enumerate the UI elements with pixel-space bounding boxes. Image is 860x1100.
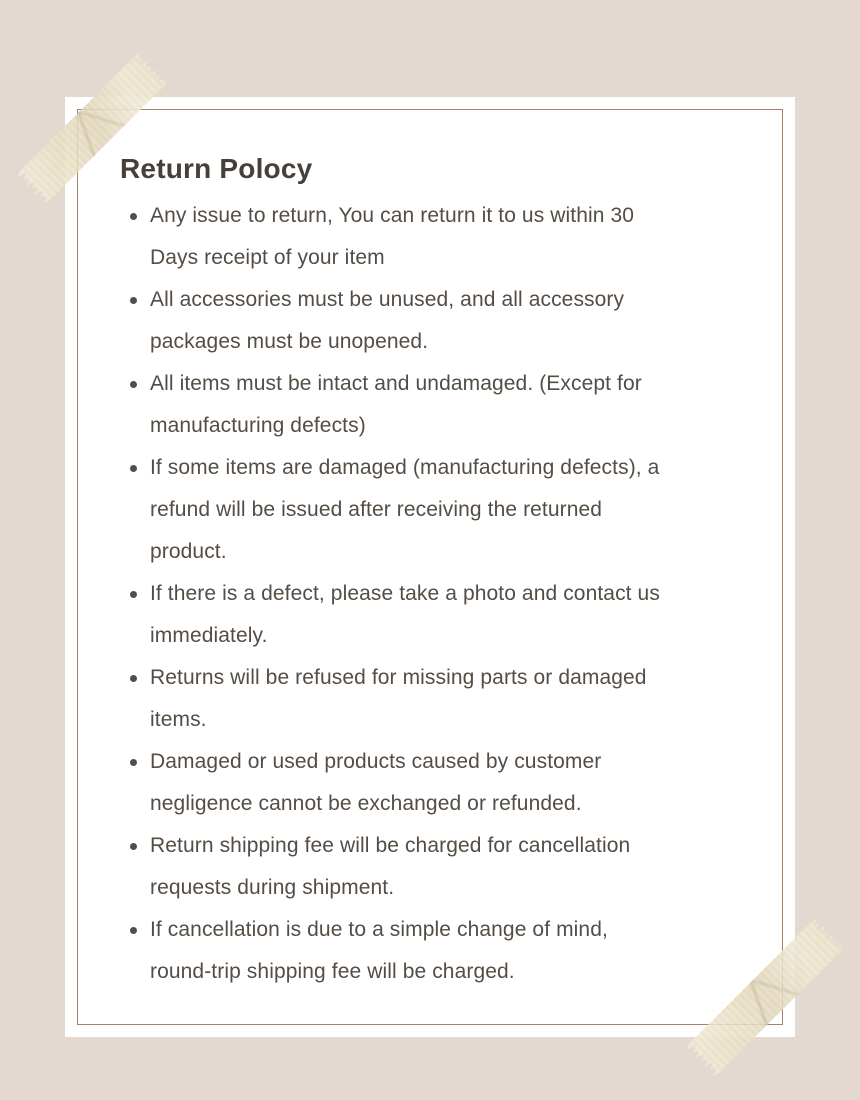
policy-item: Returns will be refused for missing parts or damaged items. xyxy=(120,657,735,741)
policy-item: If there is a defect, please take a photo and contact us immediately. xyxy=(120,573,735,657)
policy-item: If cancellation is due to a simple change of mind, round-trip shipping fee will be charged. xyxy=(120,909,735,993)
policy-item: Return shipping fee will be charged for cancellation requests during shipment. xyxy=(120,825,735,909)
policy-list xyxy=(120,195,735,993)
policy-item: If some items are damaged (manufacturing defects), a refund will be issued after receiving the returned product. xyxy=(120,447,735,573)
policy-card xyxy=(65,97,795,1037)
policy-item: Damaged or used products caused by customer negligence cannot be exchanged or refunded. xyxy=(120,741,735,825)
policy-item: All items must be intact and undamaged. (Except for manufacturing defects) xyxy=(120,363,735,447)
policy-item: All accessories must be unused, and all accessory packages must be unopened. xyxy=(120,279,735,363)
page-title: Return Polocy xyxy=(120,153,313,184)
policy-item: Any issue to return, You can return it to us within 30 Days receipt of your item xyxy=(120,195,735,279)
card-content xyxy=(120,152,740,993)
